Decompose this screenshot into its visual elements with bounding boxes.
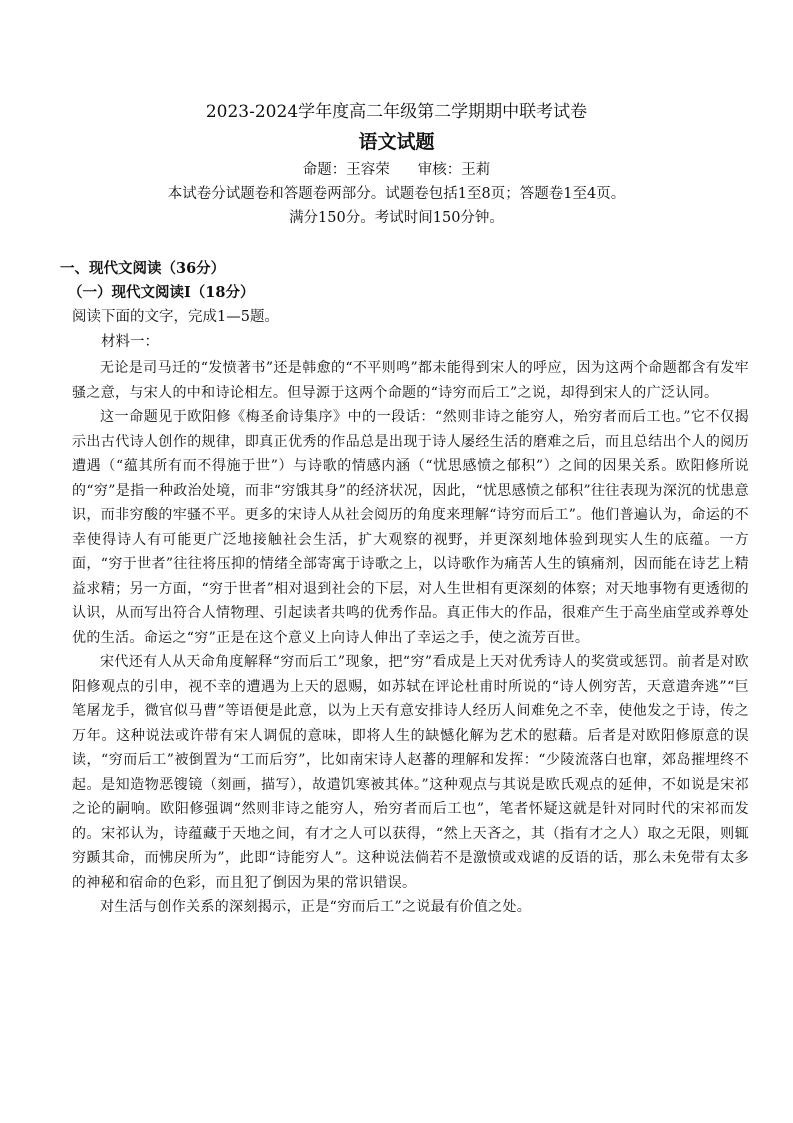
paragraph: 无论是司马迁的“发愤著书”还是韩愈的“不平则鸣”都未能得到宋人的呼应，因为这两个命题都含有发牢骚之意，与宋人的中和诗论相左。但导源于这两个命题的“诗穷而后工”之说，却得到宋人的广泛认同。 — [72, 360, 749, 401]
material-label: 材料一： — [101, 334, 159, 350]
reading-instruction: 阅读下面的文字，完成1—5题。 — [72, 309, 279, 325]
subsection-heading: （一）现代文阅读Ⅰ（18分） — [68, 284, 255, 301]
exam-info-score-time: 满分150分。考试时间150分钟。 — [289, 210, 504, 226]
section-heading: 一、现代文阅读（36分） — [60, 260, 226, 277]
author-line — [0, 160, 793, 180]
exam-title: 2023-2024学年度高二年级第二学期期中联考试卷 — [205, 102, 588, 122]
subject-title: 语文试题 — [358, 131, 435, 153]
paragraph: 这一命题见于欧阳修《梅圣俞诗集序》中的一段话：“然则非诗之能穷人，殆穷者而后工也。”它不仅揭示出古代诗人创作的规律，即真正优秀的作品总是出现于诗人屡经生活的磨难之后，而且总结出个人的阅历遭遇（“蕴其所有而不得施于世”）与诗歌的情感内涵（“忧思感愤之郁积”）之间的因果关系。欧阳修所说的“穷”是指一种政治处境，而非“穷饿其身”的经济状况，因此，“忧思感愤之郁积”往往表现为深沉的忧患意识，而非穷酸的牢骚不平。更多的宋诗人从社会阅历的角度来理解“诗穷而后工”。他们普遍认为，命运的不幸使得诗人有可能更广泛地接触社会生活，扩大观察的视野，并更深刻地体验到现实人生的底蕴。一方面，“穷于世者”往往将压抑的情绪全部寄寓于诗歌之上，以诗歌作为痛苦人生的镇痛剂，因而能在诗艺上精益求精；另一方面，“穷于世者”相对退到社会的下层，对人生世相有更深刻的体察；对天地事物有更透彻的认识，从而写出符合人情物理、引起读者共鸣的优秀作品。真正伟大的作品，很难产生于高坐庙堂或养尊处优的生活。命运之“穷”正是在这个意义上向诗人伸出了幸运之手，使之流芳百世。 — [72, 409, 749, 646]
reviewer-label: 审核：王莉 — [417, 162, 491, 178]
paragraph: 对生活与创作关系的深刻揭示，正是“穷而后工”之说最有价值之处。 — [100, 899, 532, 915]
exam-info-pages: 本试卷分试题卷和答题卷两部分。试题卷包括1至8页；答题卷1至4页。 — [167, 186, 626, 202]
paragraph: 宋代还有人从天命角度解释“穷而后工”现象，把“穷”看成是上天对优秀诗人的奖赏或惩罚。前者是对欧阳修观点的引申，视不幸的遭遇为上天的恩赐，如苏轼在评论杜甫时所说的“诗人例穷苦，天意遣奔逃”“巨笔屠龙手，微官似马曹”等语便是此意，以为上天有意安排诗人经历人间难免之不幸，使他发之于诗，传之万年。这种说法或许带有宋人调侃的意味，即将人生的缺憾化解为艺术的慰藉。后者是对欧阳修原意的误读，“穷而后工”被倒置为“工而后穷”，比如南宋诗人赵蕃的理解和发挥：“少陵流落白也窜，郊岛摧埋终不起。是知造物恶锼镜（刻画，描写），故遣饥寒被其体。”这种观点与其说是欧氏观点的延伸，不如说是宋祁之论的嗣响。欧阳修强调“然则非诗之能穷人，殆穷者而后工也”，笔者怀疑这就是针对同时代的宋祁而发的。宋祁认为，诗蕴藏于天地之间，有才之人可以获得，“然上天吝之，其（指有才之人）取之无限，则辄穷踬其命，而怫戾所为”，此即“诗能穷人”。这种说法倘若不是激愤或戏谑的反语的话，那么未免带有太多的神秘和宿命的色彩，而且犯了倒因为果的常识错误。 — [72, 654, 749, 891]
article-body — [72, 356, 749, 920]
setter-label: 命题：王容荣 — [302, 162, 390, 178]
